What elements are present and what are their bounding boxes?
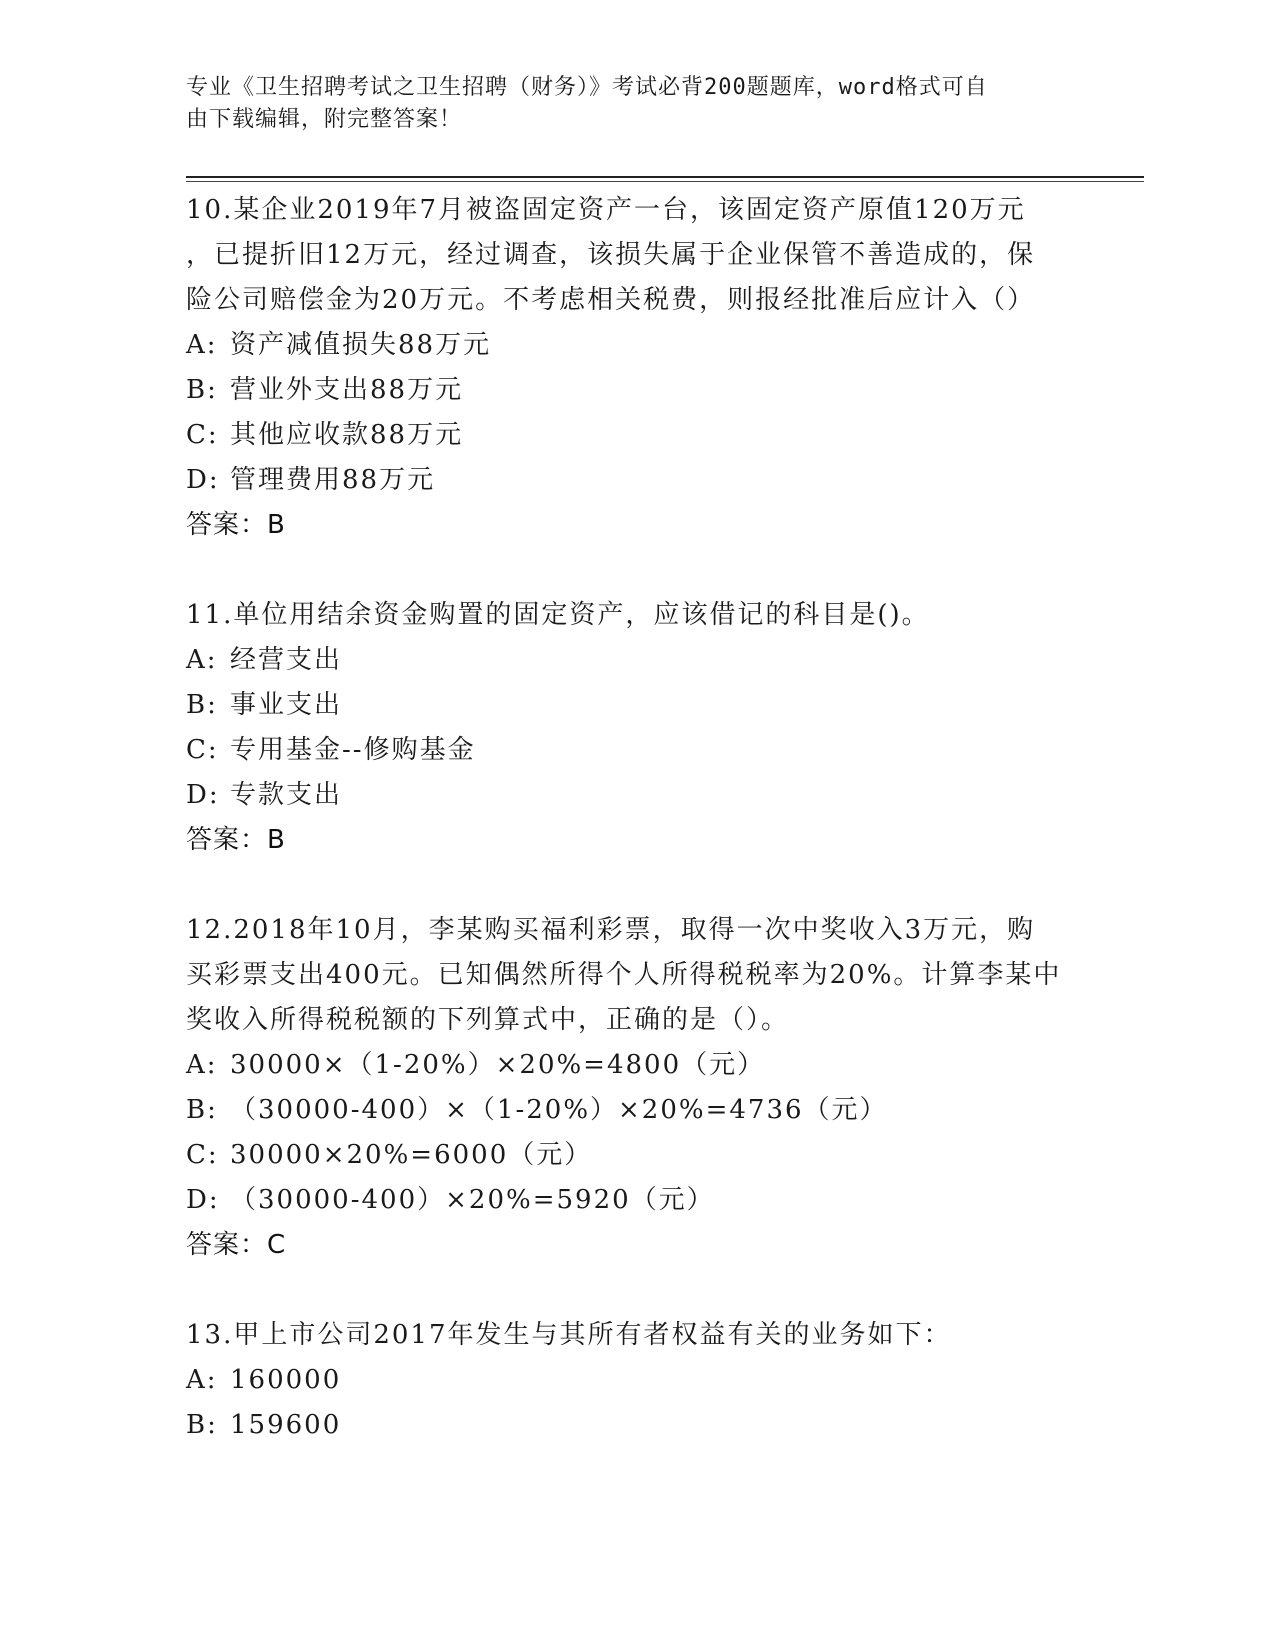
header-divider-thin [186, 181, 1144, 182]
option-b [186, 1403, 1086, 1448]
question-stem-line: 奖收入所得税税额的下列算式中，正确的是（）。 [186, 1005, 790, 1035]
question-spacer [186, 548, 1086, 593]
option-text: 159600 [230, 1410, 342, 1440]
question-list [186, 188, 1086, 1448]
question-stem-line: 买彩票支出400元。已知偶然所得个人所得税税率为20%。计算李某中 [186, 960, 1062, 990]
question-spacer [186, 1268, 1086, 1313]
option-b [186, 683, 1086, 728]
option-text: 资产减值损失88万元 [230, 330, 492, 360]
option-text: 160000 [230, 1365, 342, 1395]
option-d [186, 458, 1086, 503]
question-stem-line: 10.某企业2019年7月被盗固定资产一台，该固定资产原值120万元 [186, 195, 1026, 225]
option-a [186, 638, 1086, 683]
question-stem-line: 险公司赔偿金为20万元。不考虑相关税费，则报经批准后应计入（） [186, 285, 1036, 315]
question-stem-line: 11.单位用结余资金购置的固定资产，应该借记的科目是()。 [186, 600, 930, 630]
question-stem-line: ，已提折旧12万元，经过调查，该损失属于企业保管不善造成的，保 [186, 240, 1036, 270]
option-text: 营业外支出88万元 [230, 375, 464, 405]
header-divider-thick [186, 176, 1144, 178]
option-letter: D: [186, 780, 220, 810]
option-text: （30000-400）×20%=5920（元） [230, 1185, 715, 1215]
option-letter: D: [186, 465, 220, 495]
option-letter: A: [186, 645, 218, 675]
option-list [186, 1043, 1086, 1223]
option-text: 专用基金--修购基金 [230, 735, 476, 765]
question-stem-line: 12.2018年10月，李某购买福利彩票，取得一次中奖收入3万元，购 [186, 915, 1036, 945]
option-letter: C: [186, 735, 219, 765]
header-line-2: 由下载编辑，附完整答案！ [186, 107, 463, 132]
option-b [186, 368, 1086, 413]
question-11 [186, 593, 1086, 863]
option-text: 30000×20%=6000（元） [230, 1140, 593, 1170]
option-text: 事业支出 [230, 690, 343, 720]
document-header [186, 72, 1066, 136]
option-text: （30000-400）×（1-20%）×20%=4736（元） [230, 1095, 888, 1125]
option-list [186, 1358, 1086, 1448]
answer-line: 答案：B [186, 510, 286, 540]
option-letter: C: [186, 1140, 219, 1170]
option-letter: D: [186, 1185, 220, 1215]
question-spacer [186, 863, 1086, 908]
option-list [186, 638, 1086, 818]
option-list [186, 323, 1086, 503]
option-text: 30000×（1-20%）×20%=4800（元） [230, 1050, 766, 1080]
option-letter: A: [186, 330, 218, 360]
question-12 [186, 908, 1086, 1268]
option-c [186, 413, 1086, 458]
option-text: 其他应收款88万元 [230, 420, 464, 450]
option-b [186, 1088, 1086, 1133]
question-13 [186, 1313, 1086, 1448]
option-c [186, 1133, 1086, 1178]
option-letter: A: [186, 1050, 218, 1080]
option-a [186, 1043, 1086, 1088]
question-stem-line: 13.甲上市公司2017年发生与其所有者权益有关的业务如下： [186, 1320, 952, 1350]
option-d [186, 773, 1086, 818]
question-10 [186, 188, 1086, 548]
option-letter: B: [186, 690, 218, 720]
option-letter: C: [186, 420, 219, 450]
option-text: 经营支出 [230, 645, 343, 675]
option-a [186, 1358, 1086, 1403]
answer-line: 答案：B [186, 825, 286, 855]
option-letter: B: [186, 1410, 218, 1440]
option-letter: B: [186, 375, 218, 405]
header-line-1: 专业《卫生招聘考试之卫生招聘（财务）》考试必背200题题库，word格式可自 [186, 75, 988, 100]
option-letter: B: [186, 1095, 218, 1125]
option-text: 专款支出 [230, 780, 343, 810]
option-d [186, 1178, 1086, 1223]
answer-line: 答案：C [186, 1230, 287, 1260]
option-letter: A: [186, 1365, 218, 1395]
option-a [186, 323, 1086, 368]
option-c [186, 728, 1086, 773]
option-text: 管理费用88万元 [230, 465, 436, 495]
